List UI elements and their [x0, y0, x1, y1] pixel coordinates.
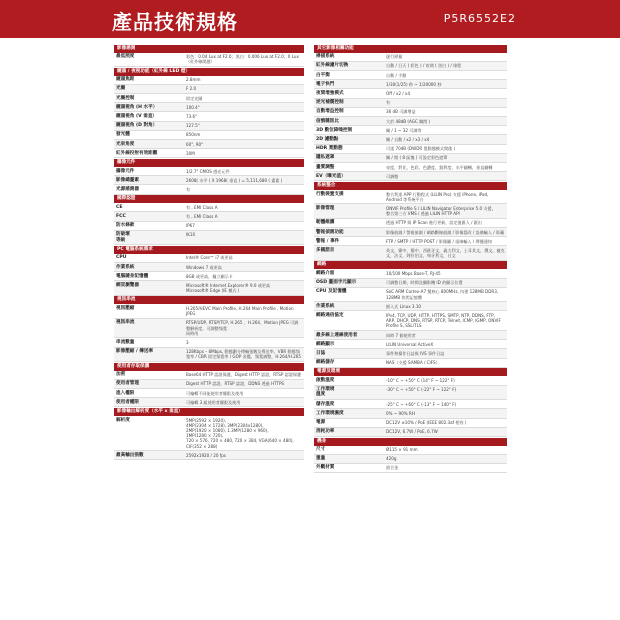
spec-value: 亮度，對比，色彩，色濃度，銳利度，水平翻轉，垂直翻轉 [386, 164, 493, 170]
spec-value: 大於 48dB (AGC 關閉 ) [386, 118, 431, 124]
spec-label: 韌體維護 [316, 220, 335, 226]
spec-label: 影像壓縮 / 傳送率 [116, 349, 154, 355]
spec-value: 關 / 開 ( 8 區塊 ) 可設定彩色遮罩 [386, 155, 448, 161]
section-rows [314, 53, 507, 182]
section-heading: 機身 [314, 438, 507, 446]
spec-label: 重量 [316, 456, 326, 462]
left-spec-section [114, 296, 304, 362]
section-rows [114, 371, 304, 408]
spec-row [314, 269, 507, 278]
spec-label: 工作環境濕度 [316, 410, 344, 416]
spec-value: ONVIF Profile S / LILIN Navigator Enterprise 5.0 支援， 整合第三方 VMS / 透過 LILIN HTTP API [386, 205, 496, 217]
spec-value: H.265/HEVC Main Profile, H.264 Main Profile , Motion JPEG [186, 305, 294, 317]
spec-label: FCC [116, 213, 126, 219]
spec-label: 光圈控制 [116, 95, 135, 101]
spec-value: 1/2.7" CMOS 感光元件 [186, 168, 230, 174]
spec-row [314, 89, 507, 98]
spec-label: OSD 畫面字元顯示 [316, 280, 357, 286]
section-rows [114, 53, 304, 67]
section-heading: PC 電腦系統需求 [114, 246, 304, 254]
spec-row [314, 349, 507, 358]
spec-row [114, 319, 304, 339]
spec-label: 3D 數位降噪控制 [316, 127, 353, 133]
spec-row [114, 389, 304, 398]
spec-value: 100.4° [186, 104, 200, 110]
spec-row [314, 71, 507, 80]
spec-label: 尺寸 [316, 447, 326, 452]
section-heading: 影像輸出解析度（水平 x 垂直） [114, 408, 304, 416]
spec-label: 外觀材質 [316, 465, 335, 471]
spec-label: 發光體 [116, 132, 130, 138]
spec-label: 消耗功率 [316, 429, 335, 435]
spec-label: 工作環境 溫度 [316, 387, 335, 398]
section-rows [314, 269, 507, 367]
spec-row [314, 219, 507, 228]
section-heading: 鏡頭 / 夜視功能（紅外線 LED 燈） [114, 68, 304, 76]
spec-label: 視訊壓縮 [116, 305, 135, 311]
spec-label: 白平衡 [316, 72, 330, 78]
spec-row [314, 331, 507, 340]
spec-label: EV（曝光值） [316, 173, 346, 179]
spec-row [314, 190, 507, 204]
spec-value: -30° C ~ +50° C (-22° F ~ 122° F) [386, 387, 457, 393]
spec-label: 光束角度 [116, 141, 135, 147]
spec-row [114, 185, 304, 194]
section-rows [114, 254, 304, 296]
spec-row [314, 237, 507, 246]
spec-row [314, 246, 507, 260]
spec-row [314, 340, 507, 349]
spec-value: IK10 [186, 232, 196, 238]
right-spec-section [314, 438, 507, 474]
page-title: 產品技術規格 [112, 10, 238, 34]
spec-row [314, 376, 507, 385]
spec-row [314, 455, 507, 464]
spec-label: 日誌 [316, 350, 326, 356]
spec-row [314, 145, 507, 154]
spec-value: 30M [186, 150, 195, 156]
spec-row [114, 222, 304, 231]
spec-label: 隱私遮罩 [316, 155, 335, 161]
spec-label: 串流數量 [116, 339, 135, 345]
section-rows [114, 76, 304, 159]
spec-label: 鏡頭視角 (D 對角） [116, 123, 158, 129]
spec-label: 進入權限 [116, 390, 135, 396]
spec-label: 作業系統 [316, 303, 335, 309]
spec-row [114, 203, 304, 212]
left-spec-section [114, 195, 304, 245]
spec-label: 使用者權限 [116, 399, 139, 405]
spec-label: 防破壞 等級 [116, 232, 130, 243]
model-number: P5R6552E2 [443, 12, 516, 25]
spec-value: IPv4, TCP, UDP, HTTP, HTTPS, SMTP, NTP, DDNS, FTP, ARP, DHCP, DNS, RTSP, RTCP, Telnet, ICMP, IGMP, ONVIF Profile S, SSL/TLS [386, 312, 501, 329]
spec-label: 掃描系統 [316, 54, 335, 60]
spec-row [114, 140, 304, 149]
left-spec-section [114, 363, 304, 408]
spec-label: 加密 [116, 372, 126, 378]
spec-row [314, 400, 507, 409]
spec-value: 73.6° [186, 113, 198, 119]
spec-label: 光源感測器 [116, 186, 139, 192]
section-heading: 國際認證 [114, 195, 304, 203]
section-heading: 網路 [314, 261, 507, 269]
spec-row [314, 135, 507, 144]
spec-row [114, 263, 304, 272]
spec-row [114, 131, 304, 140]
spec-label: 光圈 [116, 86, 126, 92]
section-heading: 電源及環境 [314, 368, 507, 376]
spec-row [114, 76, 304, 85]
spec-label: 鏡頭視角 (H 水平） [116, 104, 158, 110]
spec-label: 行動裝置支援 [316, 191, 344, 197]
right-spec-column [314, 44, 507, 473]
spec-value: DC12V, 6.7W / PoE, 6.7W [386, 429, 438, 435]
spec-value: Ø115 × 91 mm [386, 447, 418, 452]
right-spec-section [314, 45, 507, 182]
spec-value: 可編輯不同能使用者權限及使用 [186, 390, 244, 396]
spec-value: 自動 / 日天 ( 彩色 ) / 夜間 ( 黑白 ) / 排程 [386, 63, 462, 69]
spec-value: 850nm [186, 132, 201, 138]
spec-label: 最高輸出張數 [116, 452, 144, 458]
spec-row [314, 80, 507, 89]
left-spec-column [114, 44, 304, 460]
left-spec-section [114, 68, 304, 159]
spec-row [114, 149, 304, 158]
spec-label: CE [116, 204, 123, 210]
spec-label: 多國語言 [316, 247, 335, 253]
spec-row [314, 99, 507, 108]
spec-value: DC12V ±10% / PoE (IEEE 802.3af 相容 ) [386, 420, 467, 425]
spec-value: 可編輯 3 組使用者權限及使用 [186, 399, 241, 405]
spec-value: LILIN Universal ActiveX [386, 341, 434, 347]
spec-label: 2D 濾動點 [316, 136, 339, 142]
spec-row [114, 281, 304, 295]
spec-label: 電源 [316, 420, 326, 425]
spec-label: 鏡頭焦距 [116, 77, 135, 83]
spec-label: 網路顯示 [316, 341, 335, 347]
spec-value: 127.5° [186, 123, 200, 129]
spec-row [114, 416, 304, 451]
spec-row [314, 302, 507, 311]
spec-value: 自動 / 手動 [386, 72, 407, 78]
section-heading: 影像感測 [114, 45, 304, 53]
spec-row [314, 53, 507, 62]
spec-label: 攝像元件 [116, 168, 135, 174]
spec-value: 英文，繁中，簡中，西班牙文，義大利文，土耳其文，俄文，捷克文，法文，阿拉伯文，匈牙利文，日文 [386, 247, 505, 259]
spec-value: 嵌入式 Linux 3.10 [386, 303, 422, 309]
spec-value: 1/30(1/25) 秒 ~ 1/20000 秒 [386, 81, 442, 87]
spec-row [314, 419, 507, 428]
spec-row [314, 464, 507, 473]
spec-value: 3 [186, 339, 189, 345]
spec-value: Microsoft® Internet Explorer® 9.0 或更高 Microsoft® Edge (IE 模式 ) [186, 282, 271, 294]
section-rows [314, 190, 507, 261]
spec-value: -10° C ~ +50° C (14° F ~ 122° F) [386, 377, 455, 383]
spec-value: FTP / SMTP / HTTP POST / 影像圖 / 遠端輸入 / 傳播通知 [386, 238, 492, 244]
spec-label: 防水條款 [116, 223, 135, 229]
spec-row [114, 304, 304, 318]
spec-value: 同時 7 個使用者 [386, 332, 416, 338]
spec-value: 8GB 或更高，獨立顯示卡 [186, 273, 233, 279]
section-rows [114, 304, 304, 362]
spec-label: 電子快門 [316, 81, 335, 87]
spec-value: Base64 HTTP 認證保護，Digest HTTP 認證，RTSP 認證保護 [186, 372, 302, 378]
spec-value: 可調整日期，時間及攝影機 ID 的顯示位置 [386, 280, 463, 286]
spec-row [114, 398, 304, 407]
spec-value: 鋁合金 [386, 465, 399, 471]
spec-label: 警報偵測功能 [316, 229, 344, 235]
spec-row [314, 126, 507, 135]
left-spec-section [114, 159, 304, 195]
spec-row [114, 451, 304, 460]
spec-label: 最多線上連線使用者 [316, 332, 358, 338]
spec-value: 128Kbps – 8Mbps, 動態劃分傳輸張數及傳送率，VBR 動態頻寬率 / CBR 固定頻寬率 / GOP 金鑑，頻寬調整，H.264/H.265 [186, 349, 301, 360]
spec-label: 自動增益控制 [316, 109, 344, 115]
left-spec-section [114, 408, 304, 460]
spec-value: 有 [186, 186, 191, 192]
spec-row [314, 117, 507, 126]
spec-value: 60°, 90° [186, 141, 204, 147]
right-spec-section [314, 261, 507, 367]
section-rows [314, 446, 507, 474]
spec-row [114, 212, 304, 221]
section-heading: 視訊串流 [114, 296, 304, 304]
spec-value: 有 [386, 100, 391, 106]
spec-label: 畫質調整 [316, 164, 335, 170]
spec-value: IP67 [186, 223, 195, 229]
spec-value: 透過 HTTP 與 IP Scan 進行更新，設定值匯入 / 匯出 [386, 220, 482, 226]
spec-row [314, 204, 507, 218]
spec-value: Intel® Core™ i7 或更高 [186, 255, 233, 261]
spec-value: 2608( 水平 ) X 1968( 垂直 ) = 5,111,680 ( 畫素 ) [186, 177, 283, 183]
spec-row [314, 154, 507, 163]
spec-row [114, 112, 304, 121]
spec-value: 關 / 1 ~ 32 可調等 [386, 127, 422, 133]
spec-row [314, 288, 507, 302]
spec-label: 視訊串流 [116, 320, 135, 326]
spec-row [314, 386, 507, 400]
left-spec-section [114, 45, 304, 67]
spec-label: 紅外線投射有效距離 [116, 150, 158, 156]
spec-label: 作業系統 [116, 264, 135, 270]
spec-label: CPU [116, 255, 127, 261]
spec-value: 彩色：0.04 Lux at F2.0；黑白：0.006 Lux at F2.0；0 Lux（紅外線開啟） [186, 54, 299, 65]
section-heading: 攝像元件 [114, 159, 304, 167]
spec-label: CPU 及記憶體 [316, 289, 347, 295]
spec-row [314, 163, 507, 172]
section-rows [114, 203, 304, 245]
spec-value: 0% ~ 90% RH [386, 410, 415, 416]
spec-row [114, 53, 304, 67]
spec-value: 10/100 Mbps Base-T, RJ-45 [386, 270, 441, 276]
section-rows [114, 416, 304, 460]
spec-label: 解析度 [116, 417, 130, 423]
page-header [0, 0, 620, 38]
spec-label: 電腦隨身記憶體 [116, 273, 149, 279]
spec-row [314, 228, 507, 237]
spec-row [114, 94, 304, 103]
spec-value: 有 , EMI Class A [186, 213, 218, 219]
spec-label: HDR 寬動態 [316, 146, 343, 152]
spec-value: Windows 7 或更高 [186, 264, 222, 270]
spec-row [314, 409, 507, 418]
spec-row [114, 272, 304, 281]
spec-row [114, 85, 304, 94]
spec-row [114, 338, 304, 347]
section-rows [114, 167, 304, 195]
spec-row [314, 446, 507, 455]
spec-row [314, 62, 507, 71]
spec-value: SoC ARM Cortex-A7 雙核心 800MHz, 內建 128MB DDR3, 128MB 快閃記憶體 [386, 289, 499, 300]
spec-label: 使用者管理 [116, 381, 139, 387]
right-spec-section [314, 182, 507, 261]
spec-value: 5MP(2592 × 1920), 4MP(2304 × 1728), 3MP(2304x1280), 2MP(1920 × 1080), 1.3MP(1280 × 960), 1MP(1280 × 720), 720 × 576, 720 × 480, 720 × 384, VGA(640 × 480), CIF(352 × 288) [186, 417, 294, 449]
right-spec-section [314, 368, 507, 436]
spec-row [314, 279, 507, 288]
spec-label: 網路介面 [316, 270, 335, 276]
spec-value: 影像偵測 / 警報偵測 / 網路斷線偵測 / 影像篡改 / 設備輸入 / 影藏 [386, 229, 505, 235]
spec-label: 網路儲存 [316, 360, 335, 366]
spec-label: 信號雜訊比 [316, 118, 339, 124]
spec-label: 警報 / 事件 [316, 238, 340, 244]
spec-value: 2592x1920 / 20 fps [186, 452, 226, 458]
spec-row [314, 172, 507, 181]
spec-row [114, 122, 304, 131]
section-heading: 使用者存取保護 [114, 363, 304, 371]
left-spec-section [114, 246, 304, 296]
spec-row [114, 348, 304, 362]
spec-value: 逐行掃描 [386, 54, 403, 60]
section-rows [314, 376, 507, 436]
spec-label: 影像總畫素 [116, 177, 139, 183]
spec-value: 事件和操作日誌與 IVS 事件日誌 [386, 350, 445, 356]
spec-value: NAS（支援 SAMBA / CIFS） [386, 360, 440, 366]
spec-row [114, 231, 304, 245]
spec-label: 影像管理 [316, 205, 335, 211]
spec-label: 最低照度 [116, 54, 135, 60]
spec-row [314, 428, 507, 437]
spec-label: 網頁瀏覽器 [116, 282, 139, 288]
spec-label: 紅外線濾片切換 [316, 63, 349, 69]
section-heading: 其它影像相關功能 [314, 45, 507, 53]
spec-row [114, 176, 304, 185]
spec-row [314, 108, 507, 117]
spec-value: 有 , EMI Class A [186, 204, 218, 210]
spec-value: 整合利達 APP 行動程式 (LILIN Pro) 支援 iPhone, iPad, Android 等系統平台 [386, 191, 489, 202]
spec-value: -25° C ~ +60° C (-13° F ~ 140° F) [386, 401, 457, 407]
spec-value: Off / x2 / x4 [386, 90, 411, 96]
spec-row [114, 254, 304, 263]
spec-label: 儲存溫度 [316, 401, 335, 407]
spec-row [314, 359, 507, 368]
spec-value: 420g [386, 456, 397, 462]
spec-label: 啟動溫度 [316, 377, 335, 383]
spec-row [114, 103, 304, 112]
spec-label: 網路通信協定 [316, 312, 344, 318]
spec-value: Digest HTTP 認證，RTSP 認證，DDNS 透過 HTTPS [186, 381, 285, 387]
spec-value: 可達 70dB (DWDR 寬動態模式開啟 ) [386, 146, 456, 152]
spec-row [314, 311, 507, 331]
spec-value: 固定光圈 [186, 95, 203, 101]
spec-label: 夜間增強模式 [316, 90, 344, 96]
spec-value: 2.8mm [186, 77, 201, 83]
spec-value: F 2.0 [186, 86, 197, 92]
spec-row [114, 167, 304, 176]
spec-row [114, 380, 304, 389]
spec-label: 逆光補償控制 [316, 100, 344, 106]
spec-value: RTSP/UDP, RTSP/TCP, H.265 、H.264、Motion JPEG 可調整解析度，可調整頻寬 同時用 [186, 320, 299, 336]
section-heading: 系統整合 [314, 182, 507, 190]
spec-value: 可調整 [386, 173, 399, 179]
spec-value: 關 / 自動 / x2 / x3 / x4 [386, 136, 430, 142]
spec-row [114, 371, 304, 380]
spec-label: 鏡頭視角 (V 垂直） [116, 113, 158, 119]
spec-value: 36 dB 可調增益 [386, 109, 416, 115]
